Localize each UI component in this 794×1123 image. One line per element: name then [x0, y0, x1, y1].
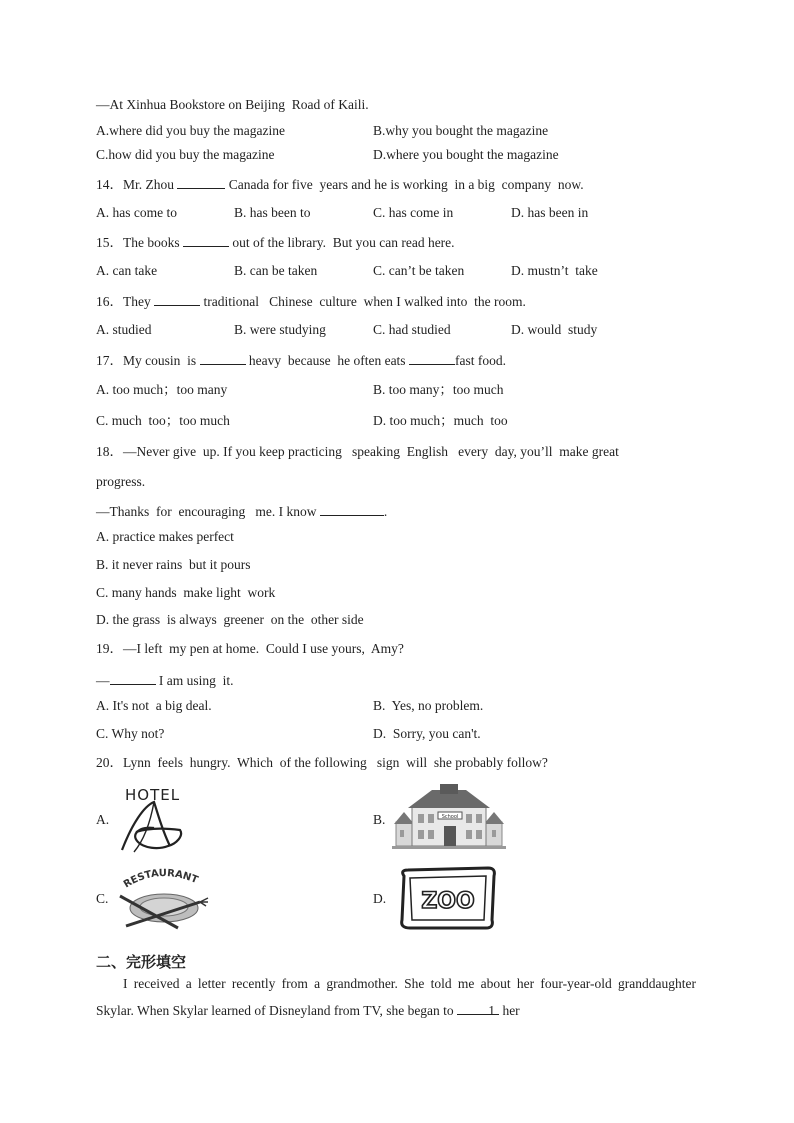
zoo-sign-image	[398, 866, 498, 930]
q19-option-a: A. It's not a big deal.	[96, 698, 212, 713]
answer-blank	[409, 350, 455, 365]
q17-option-b: B. too many；too much	[373, 382, 504, 397]
school-sign-image	[392, 782, 506, 850]
q17-option-c: C. much too；too much	[96, 413, 230, 428]
q19-option-c: C. Why not?	[96, 726, 165, 741]
q13-option-b: B.why you bought the magazine	[373, 123, 549, 138]
q14-option-c: C. has come in	[373, 205, 454, 220]
cloze-paragraph: I received a letter recently from a grandmother. She told me about her four-year-old granddaughter Skylar. When Skylar learned of Disneyland from TV, she began to 1 her	[96, 976, 696, 1018]
hotel-sign-image	[114, 784, 194, 858]
q19-option-b: B. Yes, no problem.	[373, 698, 484, 713]
q18-reply: —Thanks for encouraging me. I know .	[96, 501, 387, 521]
q14-stem: 14．Mr. Zhou Canada for five years and he is working in a big company now.	[96, 174, 584, 194]
q20-option-d-label: D.	[373, 891, 387, 906]
answer-blank	[320, 501, 384, 516]
svg-text:RESTAURANT	[122, 868, 200, 891]
q14-option-d: D. has been in	[511, 205, 589, 220]
answer-blank	[183, 232, 229, 247]
q15-stem: 15．The books out of the library. But you can read here.	[96, 232, 455, 252]
q18-stem-line1: 18．—Never give up. If you keep practicing speaking English every day, you’ll make great	[96, 444, 619, 459]
q14-option-b: B. has been to	[234, 205, 311, 220]
q20-option-c-label: C.	[96, 891, 109, 906]
restaurant-sign-image	[116, 866, 210, 932]
q16-option-c: C. had studied	[373, 322, 451, 337]
zoo-sign-text: ZOO	[421, 889, 475, 914]
q13-option-a: A.where did you buy the magazine	[96, 123, 285, 138]
q14-option-a: A. has come to	[96, 205, 177, 220]
q17-option-d: D. too much；much too	[373, 413, 508, 428]
q16-option-b: B. were studying	[234, 322, 326, 337]
answer-blank	[154, 291, 200, 306]
section-title: 二、完形填空	[96, 953, 187, 971]
q17-option-a: A. too much；too many	[96, 382, 228, 397]
q16-option-d: D. would study	[511, 322, 598, 337]
q19-reply: — I am using it.	[96, 670, 234, 690]
q13-option-d: D.where you bought the magazine	[373, 147, 559, 162]
q15-option-c: C. can’t be taken	[373, 263, 465, 278]
q13-answer-line: —At Xinhua Bookstore on Beijing Road of Kaili.	[96, 97, 369, 112]
q20-stem: 20．Lynn feels hungry. Which of the following sign will she probably follow?	[96, 755, 548, 770]
answer-blank	[200, 350, 246, 365]
q19-option-d: D. Sorry, you can't.	[373, 726, 481, 741]
q16-option-a: A. studied	[96, 322, 152, 337]
q15-option-a: A. can take	[96, 263, 158, 278]
q18-option-a: A. practice makes perfect	[96, 529, 234, 544]
q18-stem-line2: progress.	[96, 474, 146, 489]
cloze-blank-1: 1	[457, 997, 499, 1015]
q15-option-b: B. can be taken	[234, 263, 318, 278]
q20-option-b-label: B.	[373, 812, 386, 827]
q17-stem: 17．My cousin is heavy because he often eats fast food.	[96, 350, 506, 370]
q18-option-d: D. the grass is always greener on the other side	[96, 612, 364, 627]
q20-option-a-label: A.	[96, 812, 110, 827]
q15-option-d: D. mustn’t take	[511, 263, 598, 278]
school-sign-text: School	[441, 814, 459, 820]
q16-stem: 16．They traditional Chinese culture when I walked into the room.	[96, 291, 526, 311]
q18-option-b: B. it never rains but it pours	[96, 557, 251, 572]
answer-blank	[110, 670, 156, 685]
hotel-sign-text: HOTEL	[125, 786, 181, 804]
q13-option-c: C.how did you buy the magazine	[96, 147, 275, 162]
answer-blank	[177, 174, 225, 189]
q18-option-c: C. many hands make light work	[96, 585, 276, 600]
restaurant-sign-text: RESTAURANT	[121, 867, 200, 891]
q19-stem: 19．—I left my pen at home. Could I use yours, Amy?	[96, 641, 404, 656]
